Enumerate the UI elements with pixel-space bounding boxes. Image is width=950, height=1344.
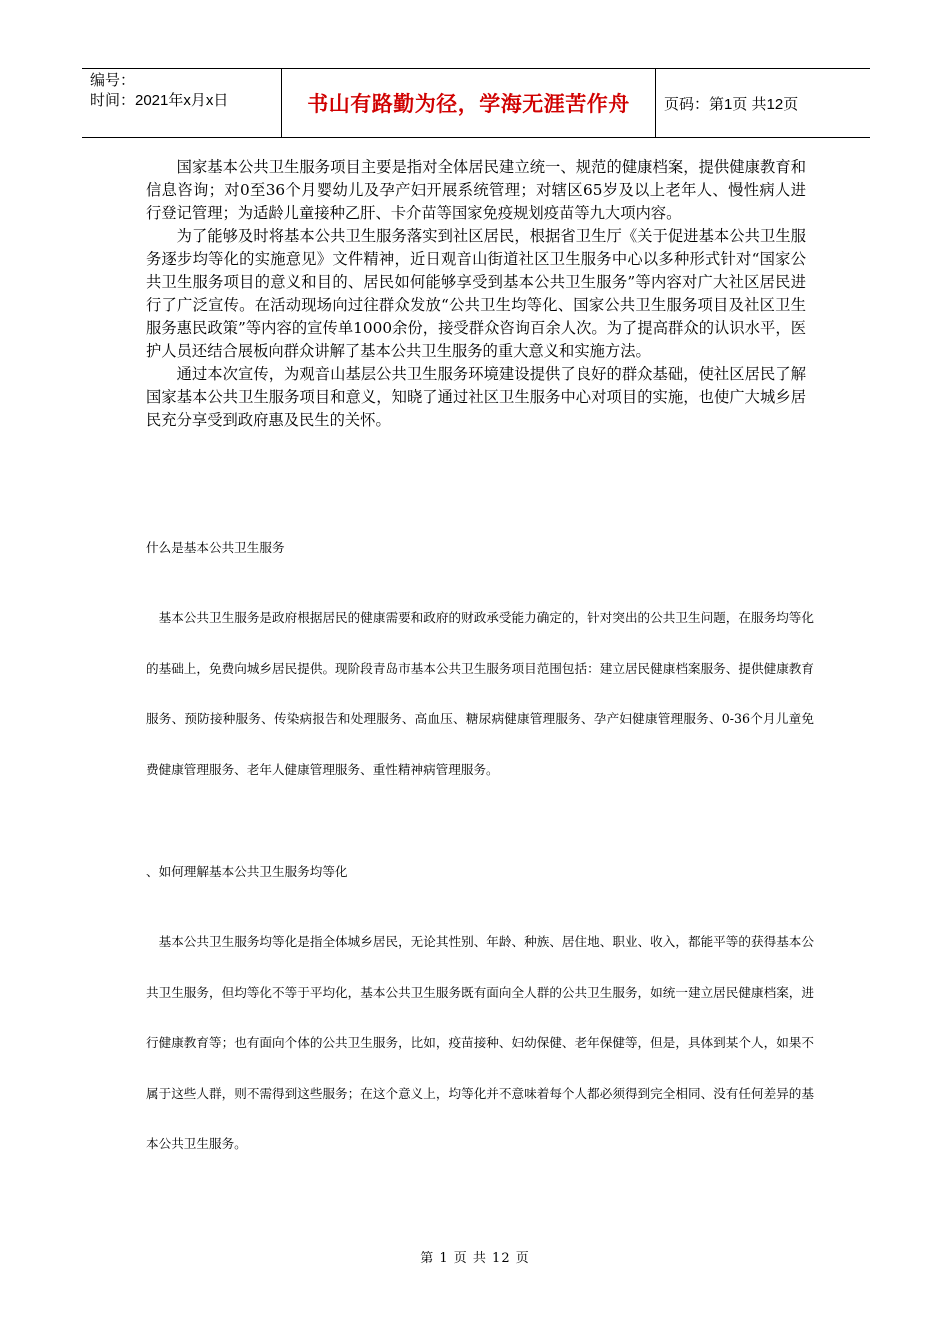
paragraph: 为了能够及时将基本公共卫生服务落实到社区居民，根据省卫生厅《关于促进基本公共卫生服务逐步均等化的实施意见》文件精神，近日观音山街道社区卫生服务中心以多种形式针对“国家公共卫生服务项目的意义和目的、居民如何能够享受到基本公共卫生服务”等内容对广大社区居民进行了广泛宣传。在活动现场向过往群众发放“公共卫生均等化、国家公共卫生服务项目及社区卫生服务惠民政策”等内容的宣传单1000余份，接受群众咨询百余人次。为了提高群众的认识水平，医护人员还结合展板向群众讲解了基本公共卫生服务的重大意义和实施方法。 [146, 227, 806, 360]
header-right-cell [664, 69, 798, 137]
paragraph: 通过本次宣传，为观音山基层公共卫生服务环境建设提供了良好的群众基础，使社区居民了解国家基本公共卫生服务项目和意义，知晓了通过社区卫生服务中心对项目的实施，也使广大城乡居民充分享受到政府惠及民生的关怀。 [146, 365, 806, 429]
header-page-info: 页码：第1页 共12页 [664, 95, 799, 113]
section-2-body: 基本公共卫生服务均等化是指全体城乡居民，无论其性别、年龄、种族、居住地、职业、收入，都能平等的获得基本公共卫生服务，但均等化不等于平均化，基本公共卫生服务既有面向全人群的公共卫生服务，如统一建立居民健康档案，进行健康教育等；也有面向个体的公共卫生服务，比如，疫苗接种、妇幼保健、老年保健等，但是，具体到某个人，如果不属于这些人群，则不需得到这些服务；在这个意义上，均等化并不意味着每个人都必须得到完全相同、没有任何差异的基本公共卫生服务。 [146, 934, 814, 1151]
header-divider [655, 69, 656, 137]
page-header [82, 68, 870, 138]
document-date: 时间：2021年x月x日 [90, 92, 229, 109]
main-text [146, 156, 806, 432]
header-motto: 书山有路勤为径，学海无涯苦作舟 [307, 92, 630, 116]
header-left-cell [90, 71, 280, 111]
page-footer: 第 1 页 共 12 页 [420, 1251, 530, 1266]
document-number-label: 编号： [90, 72, 136, 89]
paragraph: 国家基本公共卫生服务项目主要是指对全体居民建立统一、规范的健康档案，提供健康教育和信息咨询；对0至36个月婴幼儿及孕产妇开展系统管理；对辖区65岁及以上老年人、慢性病人进行登记管理；为适龄儿童接种乙肝、卡介苗等国家免疫规划疫苗等九大项内容。 [146, 158, 806, 222]
header-center-cell [282, 69, 655, 137]
section-1-body: 基本公共卫生服务是政府根据居民的健康需要和政府的财政承受能力确定的，针对突出的公共卫生问题，在服务均等化的基础上，免费向城乡居民提供。现阶段青岛市基本公共卫生服务项目范围包括：建立居民健康档案服务、提供健康教育服务、预防接种服务、传染病报告和处理服务、高血压、糖尿病健康管理服务、孕产妇健康管理服务、0-36个月儿童免费健康管理服务、老年人健康管理服务、重性精神病管理服务。 [146, 610, 814, 777]
section-1-heading: 什么是基本公共卫生服务 [146, 540, 285, 555]
section-2-heading: 、如何理解基本公共卫生服务均等化 [146, 864, 348, 879]
